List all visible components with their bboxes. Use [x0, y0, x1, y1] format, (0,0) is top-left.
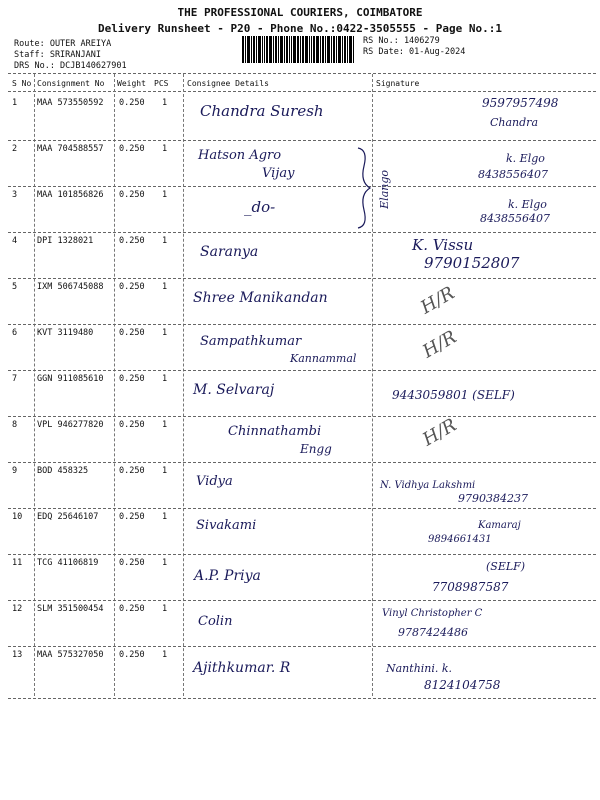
row-signature-line2: Chandra	[490, 116, 539, 129]
row-signature: H/R	[417, 282, 459, 319]
row-signature: N. Vidhya Lakshmi	[380, 480, 476, 491]
row-consignee: Saranya	[200, 244, 259, 260]
row-consignee: Sampathkumar	[200, 334, 302, 349]
row-consignment: MAA 575327050	[37, 650, 104, 660]
row-signature-line2: 7708987587	[432, 580, 509, 594]
row-consignment: BOD 458325	[37, 466, 89, 476]
table-row	[0, 416, 600, 462]
row-consignment: GGN 911085610	[37, 374, 104, 384]
row-signature-line2: 9894661431	[428, 534, 492, 545]
row-pcs: 1	[162, 650, 168, 660]
row-signature: K. Vissu	[412, 236, 474, 254]
row-consignment: MAA 573550592	[37, 98, 104, 108]
table-row	[0, 94, 600, 140]
row-consignee: Ajithkumar. R	[193, 660, 291, 676]
row-weight: 0.250	[119, 604, 145, 614]
row-pcs: 1	[162, 374, 168, 384]
row-consignment: KVT 3119480	[37, 328, 94, 338]
row-consignment: IXM 506745088	[37, 282, 104, 292]
row-signature: (SELF)	[486, 560, 526, 573]
col-header-pcs: PCS	[154, 79, 169, 88]
row-pcs: 1	[162, 236, 168, 246]
rs-number: RS No.: 1406279	[363, 36, 440, 46]
row-consignee-line2: Engg	[300, 442, 332, 456]
row-weight: 0.250	[119, 558, 145, 568]
drs-number: DRS No.: DCJB140627901	[14, 61, 127, 71]
row-pcs: 1	[162, 328, 168, 338]
table-row	[0, 554, 600, 600]
table-row	[0, 186, 600, 232]
row-weight: 0.250	[119, 144, 145, 154]
row-consignee-line2: Vijay	[262, 166, 295, 181]
row-signature-line2: 9790384237	[458, 492, 528, 505]
row-consignee: Hatson Agro	[198, 148, 282, 163]
barcode-image	[242, 36, 354, 63]
row-sno: 8	[12, 420, 18, 430]
row-consignee: M. Selvaraj	[193, 382, 275, 398]
row-signature-line2: 9787424486	[398, 626, 468, 639]
table-row	[0, 508, 600, 554]
row-weight: 0.250	[119, 650, 145, 660]
row-signature: Vinyl Christopher C	[382, 608, 483, 619]
row-signature: k. Elgo	[508, 198, 547, 211]
row-consignee: Chandra Suresh	[200, 102, 324, 120]
row-consignee: Vidya	[196, 474, 233, 489]
row-pcs: 1	[162, 420, 168, 430]
table-row	[0, 278, 600, 324]
row-sno: 11	[12, 558, 23, 568]
row-consignment: EDQ 25646107	[37, 512, 99, 522]
row-signature: 9443059801 (SELF)	[392, 388, 515, 402]
row-consignment: TCG 41106819	[37, 558, 99, 568]
row-sno: 13	[12, 650, 23, 660]
row-sno: 5	[12, 282, 18, 292]
row-signature: H/R	[419, 326, 461, 363]
row-consignee: _do-	[244, 198, 276, 216]
row-sno: 3	[12, 190, 18, 200]
col-header-weight: Weight	[117, 79, 146, 88]
route-label: Route: OUTER AREIYA	[14, 39, 112, 49]
margin-note: Elango	[378, 170, 391, 209]
rs-date: RS Date: 01-Aug-2024	[363, 47, 466, 57]
row-sno: 2	[12, 144, 18, 154]
row-weight: 0.250	[119, 466, 145, 476]
row-consignee: A.P. Priya	[194, 568, 261, 584]
row-sno: 10	[12, 512, 23, 522]
table-row	[0, 600, 600, 646]
row-sno: 6	[12, 328, 18, 338]
row-weight: 0.250	[119, 328, 145, 338]
row-weight: 0.250	[119, 282, 145, 292]
row-pcs: 1	[162, 190, 168, 200]
row-weight: 0.250	[119, 512, 145, 522]
table-row	[0, 232, 600, 278]
col-header-consignee: Consignee Details	[187, 79, 269, 88]
row-signature: Kamaraj	[478, 520, 521, 531]
row-pcs: 1	[162, 98, 168, 108]
row-consignment: MAA 101856826	[37, 190, 104, 200]
row-weight: 0.250	[119, 236, 145, 246]
row-signature-line2: 9790152807	[424, 254, 520, 272]
row-consignee: Sivakami	[196, 518, 257, 533]
brace-mark	[356, 146, 372, 230]
document-title: THE PROFESSIONAL COURIERS, COIMBATORE	[177, 6, 423, 19]
row-consignee-line2: Kannammal	[290, 352, 357, 365]
row-consignment: DPI 1328021	[37, 236, 94, 246]
table-row	[0, 646, 600, 692]
row-pcs: 1	[162, 604, 168, 614]
row-sno: 12	[12, 604, 23, 614]
row-signature-line2: 8438556407	[478, 168, 548, 181]
row-signature: 9597957498	[482, 96, 559, 110]
row-sno: 7	[12, 374, 18, 384]
table-row	[0, 370, 600, 416]
row-pcs: 1	[162, 466, 168, 476]
row-weight: 0.250	[119, 420, 145, 430]
col-header-sno: S No	[12, 79, 32, 88]
col-header-signature: Signature	[376, 79, 420, 88]
table-row	[0, 462, 600, 508]
row-signature: k. Elgo	[506, 152, 545, 165]
row-sno: 4	[12, 236, 18, 246]
row-consignment: VPL 946277820	[37, 420, 104, 430]
header-top-line	[8, 73, 596, 74]
row-consignee: Shree Manikandan	[193, 290, 328, 306]
row-weight: 0.250	[119, 190, 145, 200]
row-sno: 1	[12, 98, 18, 108]
row-pcs: 1	[162, 282, 168, 292]
row-consignment: SLM 351500454	[37, 604, 104, 614]
document-subtitle: Delivery Runsheet - P20 - Phone No.:0422-3505555 - Page No.:1	[98, 22, 502, 35]
row-line	[8, 698, 596, 699]
row-signature: H/R	[419, 414, 461, 451]
table-row	[0, 140, 600, 186]
row-pcs: 1	[162, 512, 168, 522]
row-pcs: 1	[162, 558, 168, 568]
table-row	[0, 324, 600, 370]
row-signature-line2: 8438556407	[480, 212, 550, 225]
col-header-consignment: Consignment No	[37, 79, 105, 88]
row-sno: 9	[12, 466, 18, 476]
row-consignment: MAA 704588557	[37, 144, 104, 154]
row-consignee: Chinnathambi	[228, 424, 322, 439]
row-pcs: 1	[162, 144, 168, 154]
row-weight: 0.250	[119, 374, 145, 384]
row-consignee: Colin	[198, 614, 233, 629]
row-weight: 0.250	[119, 98, 145, 108]
row-signature: Nanthini. k.	[386, 662, 453, 675]
header-bottom-line	[8, 91, 596, 92]
row-signature-line2: 8124104758	[424, 678, 501, 692]
staff-label: Staff: SRIRANJANI	[14, 50, 101, 60]
